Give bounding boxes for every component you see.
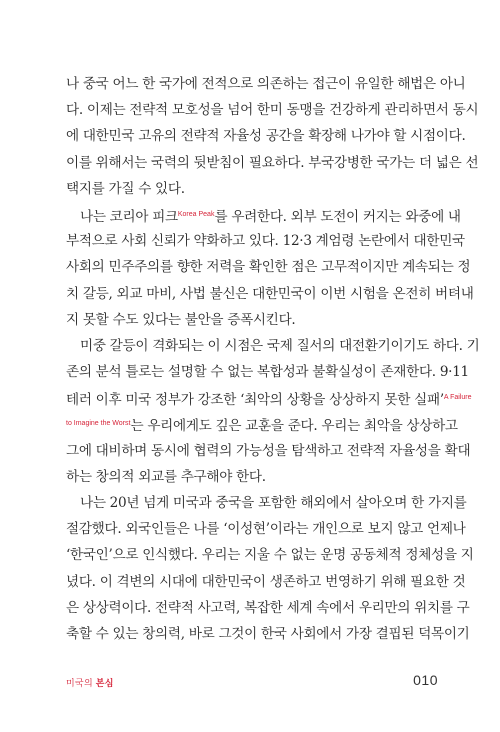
line-text: 녔다. 이 격변의 시대에 대한민국이 생존하고 번영하기 위해 필요한 것 bbox=[66, 573, 466, 590]
text-line bbox=[66, 411, 458, 437]
text-line bbox=[66, 464, 438, 490]
line-text: 그에 대비하며 동시에 협력의 가능성을 탐색하고 전략적 자율성을 확대 bbox=[66, 442, 471, 459]
text-line bbox=[66, 228, 465, 254]
line-text-continued: 는 우리에게도 깊은 교훈을 준다. 우리는 최악을 상상하고 bbox=[130, 418, 458, 435]
line-text: 하는 창의적 외교를 추구해야 한다. bbox=[66, 468, 266, 485]
text-line bbox=[66, 123, 466, 149]
text-line bbox=[66, 542, 474, 568]
text-line bbox=[66, 595, 470, 621]
text-line bbox=[66, 150, 479, 176]
text-line bbox=[66, 333, 480, 359]
text-line bbox=[66, 385, 472, 411]
paragraph bbox=[66, 333, 480, 490]
line-text: ‘한국인’으로 인식했다. 우리는 지울 수 없는 운명 공동체적 정체성을 지 bbox=[66, 547, 474, 564]
line-text: 치 갈등, 외교 마비, 사법 불신은 대한민국이 이번 시험을 온전히 버텨내 bbox=[66, 285, 474, 302]
line-text: 에 대한민국 고유의 전략적 자율성 공간을 확장해 나가야 할 시점이다. bbox=[66, 128, 466, 145]
paragraph bbox=[66, 202, 474, 333]
paragraph bbox=[66, 71, 479, 202]
english-gloss: A Failure bbox=[443, 394, 472, 402]
line-text: 미중 갈등이 격화되는 이 시점은 국제 질서의 대전환기이기도 하다. 기 bbox=[80, 337, 480, 354]
line-text: 지 못할 수도 있다는 불안을 증폭시킨다. bbox=[66, 311, 296, 328]
body-text bbox=[66, 71, 480, 647]
text-line bbox=[66, 516, 466, 542]
line-text: 나 중국 어느 한 국가에 전적으로 의존하는 접근이 유일한 해법은 아니 bbox=[66, 76, 466, 92]
page-number: 010 bbox=[413, 672, 438, 688]
line-text: 축할 수 있는 창의력, 바로 그것이 한국 사회에서 가장 결핍된 덕목이기 bbox=[66, 625, 470, 642]
line-text: 은 상상력이다. 전략적 사고력, 복잡한 세계 속에서 우리만의 위치를 구 bbox=[66, 599, 470, 616]
text-line bbox=[66, 97, 479, 123]
text-line bbox=[66, 254, 471, 280]
english-gloss: Korea Peak bbox=[177, 210, 215, 218]
paragraph bbox=[66, 490, 474, 647]
text-line bbox=[66, 176, 438, 202]
running-title-bold: 본심 bbox=[95, 678, 114, 688]
text-line bbox=[66, 202, 461, 228]
text-line bbox=[66, 569, 466, 595]
text-line bbox=[66, 621, 470, 647]
running-title bbox=[66, 676, 114, 689]
text-line bbox=[66, 281, 474, 307]
text-line bbox=[66, 438, 471, 464]
line-text: 택지를 가질 수 있다. bbox=[66, 180, 185, 197]
line-text: 테러 이후 미국 정부가 강조한 ‘최악의 상황을 상상하지 못한 실패’ bbox=[66, 392, 444, 409]
line-text: 부적으로 사회 신뢰가 약화하고 있다. 12·3 계엄령 논란에서 대한민국 bbox=[66, 233, 465, 250]
line-text: 사회의 민주주의를 향한 저력을 확인한 점은 고무적이지만 계속되는 정 bbox=[66, 259, 471, 276]
line-text: 절감했다. 외국인들은 나를 ‘이성현’이라는 개인으로 보지 않고 언제나 bbox=[66, 521, 466, 538]
text-line bbox=[66, 490, 467, 516]
english-gloss: to Imagine the Worst bbox=[66, 420, 131, 428]
running-title-prefix: 미국의 bbox=[66, 678, 96, 688]
line-text: 나는 코리아 피크 bbox=[80, 208, 178, 225]
line-text: 나는 20년 넘게 미국과 중국을 포함한 해외에서 살아오며 한 가지를 bbox=[80, 495, 467, 511]
line-text: 이를 위해서는 국력의 뒷받침이 필요하다. 부국강병한 국가는 더 넓은 선 bbox=[66, 154, 479, 171]
line-text: 존의 분석 틀로는 설명할 수 없는 복합성과 불확실성이 존재한다. 9·11 bbox=[66, 364, 469, 381]
text-line bbox=[66, 307, 438, 333]
line-text-continued: 를 우려한다. 외부 도전이 커지는 와중에 내 bbox=[214, 208, 461, 225]
line-text: 다. 이제는 전략적 모호성을 넘어 한미 동맹을 건강하게 관리하면서 동시 bbox=[66, 102, 479, 119]
text-line bbox=[66, 71, 466, 97]
text-line bbox=[66, 359, 469, 385]
